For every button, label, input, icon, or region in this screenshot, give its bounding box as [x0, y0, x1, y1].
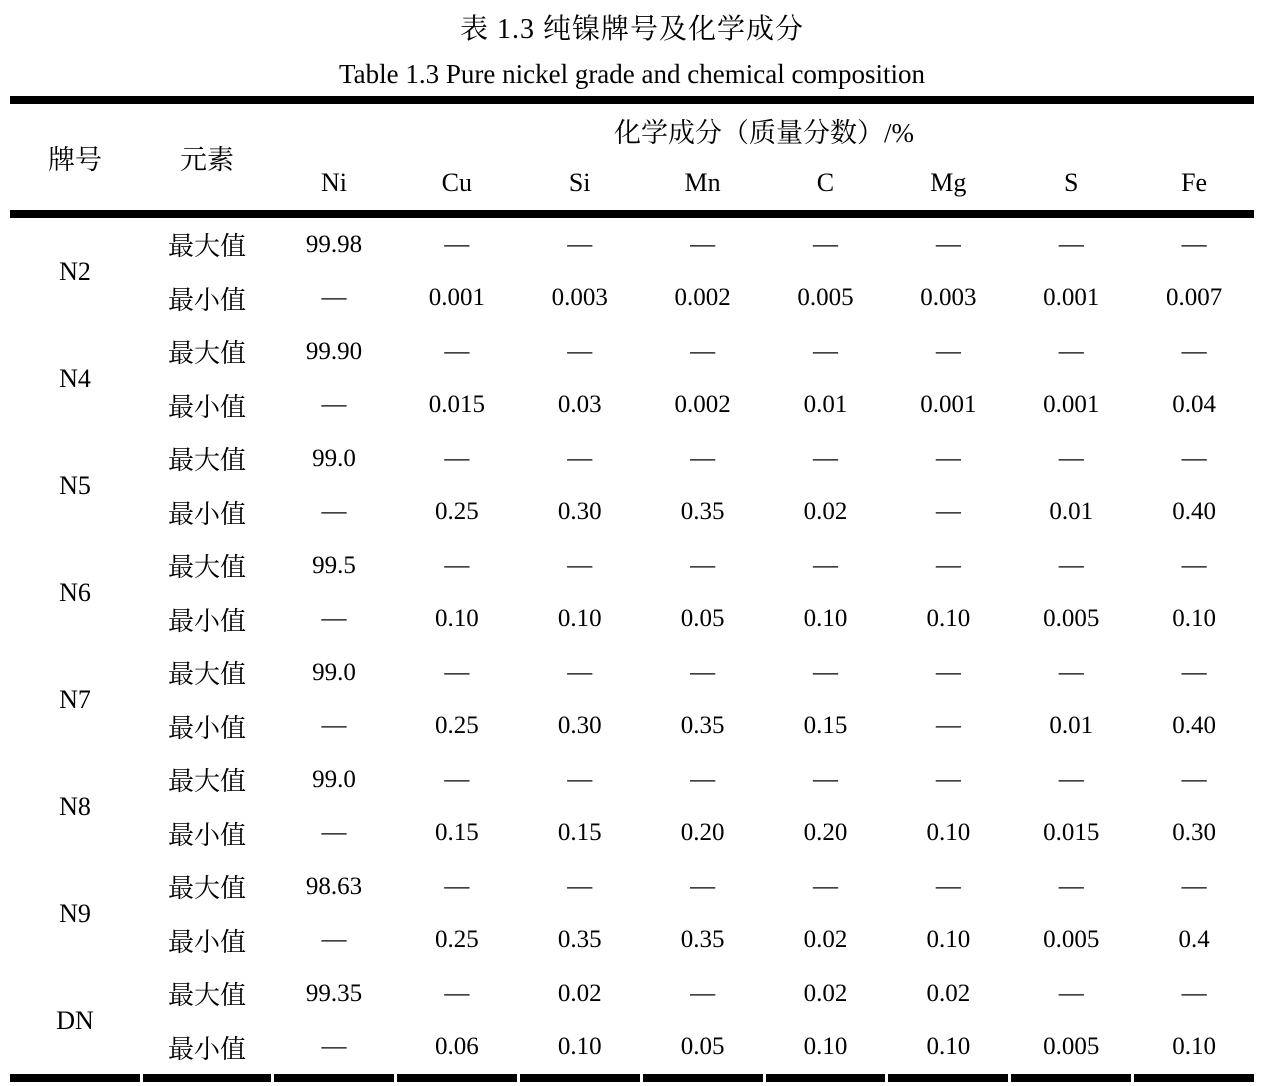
- value-cell: —: [444, 658, 470, 686]
- table-title-zh: 表 1.3 纯镍牌号及化学成分: [459, 14, 804, 45]
- value-cell: 0.01: [803, 391, 848, 419]
- value-cell: —: [812, 337, 838, 365]
- value-cell: 0.02: [803, 926, 848, 954]
- value-cell: —: [690, 658, 716, 686]
- value-cell: 0.02: [803, 979, 848, 1007]
- value-cell: 0.10: [434, 605, 479, 633]
- grade-name-cell: N9: [59, 898, 91, 928]
- value-cell: 0.003: [551, 284, 608, 312]
- value-cell: —: [321, 819, 347, 847]
- value-cell: 99.90: [305, 337, 363, 365]
- table-bottom-rule-segment: [10, 1074, 140, 1082]
- value-cell: 0.10: [1172, 1033, 1216, 1061]
- value-cell: 0.02: [557, 979, 602, 1007]
- value-cell: —: [444, 872, 470, 900]
- value-cell: —: [567, 230, 593, 258]
- value-cell: 99.0: [312, 658, 356, 686]
- header-element-symbol: S: [1063, 168, 1079, 197]
- row-type-label-min: 最小值: [167, 927, 246, 957]
- table-bottom-rule-segment: [1011, 1074, 1131, 1082]
- value-cell: 0.015: [428, 391, 485, 419]
- value-cell: 0.10: [557, 605, 602, 633]
- table-bottom-rule-segment: [397, 1074, 517, 1082]
- value-cell: 0.10: [803, 1033, 848, 1061]
- value-cell: 0.40: [1172, 712, 1216, 740]
- nickel-composition-table: [10, 96, 1254, 1082]
- value-cell: —: [812, 765, 838, 793]
- value-cell: —: [1058, 444, 1084, 472]
- value-cell: 0.35: [680, 926, 725, 954]
- grade-name-cell: N7: [59, 684, 91, 714]
- row-type-label-max: 最大值: [167, 553, 246, 583]
- value-cell: 0.02: [926, 979, 971, 1007]
- value-cell: —: [321, 391, 347, 419]
- value-cell: —: [935, 337, 961, 365]
- row-type-label-max: 最大值: [167, 874, 246, 904]
- grade-name-cell: N8: [59, 791, 91, 821]
- value-cell: —: [935, 658, 961, 686]
- grade-name-cell: DN: [56, 1005, 94, 1035]
- header-element-symbol: Fe: [1181, 168, 1208, 197]
- value-cell: 0.001: [1043, 284, 1100, 312]
- value-cell: 99.35: [305, 979, 363, 1007]
- value-cell: —: [935, 712, 961, 740]
- table-top-rule: [10, 96, 1254, 104]
- value-cell: 0.04: [1172, 391, 1216, 419]
- value-cell: 0.001: [1043, 391, 1100, 419]
- value-cell: 0.40: [1172, 498, 1216, 526]
- value-cell: —: [690, 337, 716, 365]
- value-cell: —: [690, 230, 716, 258]
- value-cell: 0.30: [1172, 819, 1216, 847]
- value-cell: 99.0: [312, 444, 356, 472]
- value-cell: —: [812, 658, 838, 686]
- value-cell: 0.15: [803, 712, 848, 740]
- value-cell: 0.005: [1043, 605, 1100, 633]
- value-cell: —: [935, 872, 961, 900]
- value-cell: —: [1181, 444, 1207, 472]
- value-cell: 0.10: [1172, 605, 1216, 633]
- value-cell: 99.0: [312, 765, 356, 793]
- value-cell: —: [935, 444, 961, 472]
- row-type-label-max: 最大值: [167, 446, 246, 476]
- value-cell: —: [567, 444, 593, 472]
- row-type-label-min: 最小值: [167, 285, 246, 315]
- value-cell: 99.5: [312, 551, 356, 579]
- value-cell: 0.25: [434, 498, 479, 526]
- value-cell: —: [690, 765, 716, 793]
- value-cell: —: [321, 1033, 347, 1061]
- row-type-label-min: 最小值: [167, 713, 246, 743]
- value-cell: —: [1181, 979, 1207, 1007]
- value-cell: —: [1058, 765, 1084, 793]
- value-cell: 0.15: [434, 819, 479, 847]
- table-bottom-rule-segment: [643, 1074, 763, 1082]
- value-cell: —: [444, 765, 470, 793]
- row-type-label-max: 最大值: [167, 981, 246, 1011]
- header-element-symbol: Ni: [320, 168, 347, 197]
- value-cell: 0.001: [428, 284, 485, 312]
- value-cell: —: [1058, 551, 1084, 579]
- value-cell: —: [444, 979, 470, 1007]
- table-header-rule: [10, 210, 1254, 218]
- value-cell: —: [1181, 551, 1207, 579]
- value-cell: —: [444, 444, 470, 472]
- value-cell: 0.30: [557, 712, 602, 740]
- value-cell: —: [690, 872, 716, 900]
- value-cell: —: [935, 230, 961, 258]
- value-cell: —: [812, 872, 838, 900]
- value-cell: 0.10: [803, 605, 848, 633]
- value-cell: 0.25: [434, 712, 479, 740]
- value-cell: 0.15: [557, 819, 602, 847]
- value-cell: 0.002: [674, 284, 731, 312]
- value-cell: 0.35: [680, 712, 725, 740]
- value-cell: 0.005: [1043, 926, 1100, 954]
- table-bottom-rule-segment: [143, 1074, 271, 1082]
- value-cell: —: [690, 979, 716, 1007]
- row-type-label-max: 最大值: [167, 767, 246, 797]
- table-title-en: Table 1.3 Pure nickel grade and chemical composition: [339, 59, 925, 89]
- value-cell: 0.4: [1178, 926, 1210, 954]
- value-cell: —: [1058, 979, 1084, 1007]
- header-element-symbol: Si: [568, 168, 591, 197]
- value-cell: 0.10: [926, 926, 971, 954]
- value-cell: 0.02: [803, 498, 848, 526]
- row-type-label-min: 最小值: [167, 1034, 246, 1064]
- value-cell: 0.01: [1049, 498, 1094, 526]
- header-element-symbol: C: [816, 168, 835, 197]
- value-cell: 0.003: [920, 284, 977, 312]
- value-cell: —: [1058, 658, 1084, 686]
- value-cell: —: [567, 658, 593, 686]
- value-cell: 0.007: [1165, 284, 1223, 312]
- table-bottom-rule-segment: [766, 1074, 886, 1082]
- header-grade: 牌号: [48, 144, 102, 175]
- value-cell: —: [321, 498, 347, 526]
- value-cell: 0.10: [926, 1033, 971, 1061]
- grade-name-cell: N6: [59, 577, 91, 607]
- grade-name-cell: N5: [59, 470, 91, 500]
- value-cell: —: [1181, 230, 1207, 258]
- value-cell: —: [567, 872, 593, 900]
- value-cell: —: [935, 765, 961, 793]
- row-type-label-max: 最大值: [167, 232, 246, 262]
- value-cell: 0.10: [926, 819, 971, 847]
- value-cell: —: [935, 498, 961, 526]
- header-element-symbol: Cu: [441, 168, 472, 197]
- value-cell: —: [935, 551, 961, 579]
- value-cell: 0.10: [557, 1033, 602, 1061]
- row-type-label-min: 最小值: [167, 820, 246, 850]
- value-cell: —: [321, 605, 347, 633]
- value-cell: 0.015: [1043, 819, 1100, 847]
- value-cell: —: [1181, 872, 1207, 900]
- value-cell: —: [1058, 872, 1084, 900]
- header-element: 元素: [180, 144, 234, 175]
- value-cell: 0.20: [803, 819, 848, 847]
- value-cell: 0.005: [797, 284, 854, 312]
- value-cell: —: [1058, 337, 1084, 365]
- value-cell: —: [812, 230, 838, 258]
- value-cell: —: [321, 712, 347, 740]
- value-cell: —: [321, 284, 347, 312]
- value-cell: 0.25: [434, 926, 479, 954]
- value-cell: 0.06: [434, 1033, 479, 1061]
- table-wrap: [0, 96, 1264, 1082]
- value-cell: —: [1181, 658, 1207, 686]
- row-type-label-min: 最小值: [167, 392, 246, 422]
- grade-name-cell: N4: [59, 363, 91, 393]
- row-type-label-max: 最大值: [167, 339, 246, 369]
- value-cell: —: [567, 765, 593, 793]
- value-cell: —: [690, 551, 716, 579]
- value-cell: —: [444, 230, 470, 258]
- row-type-label-min: 最小值: [167, 606, 246, 636]
- value-cell: 0.05: [680, 1033, 725, 1061]
- table-bottom-rule-segment: [520, 1074, 640, 1082]
- value-cell: 0.005: [1043, 1033, 1100, 1061]
- table-bottom-rule-segment: [1134, 1074, 1254, 1082]
- value-cell: 0.35: [680, 498, 725, 526]
- grade-name-cell: N2: [59, 256, 91, 286]
- table-bottom-rule-segment: [888, 1074, 1008, 1082]
- value-cell: 0.20: [680, 819, 725, 847]
- value-cell: 0.03: [557, 391, 602, 419]
- table-bottom-rule-segment: [274, 1074, 394, 1082]
- value-cell: —: [1181, 337, 1207, 365]
- value-cell: —: [812, 551, 838, 579]
- value-cell: 98.63: [305, 872, 363, 900]
- header-element-symbol: Mg: [930, 168, 967, 197]
- value-cell: 0.10: [926, 605, 971, 633]
- value-cell: —: [567, 337, 593, 365]
- table-titles: [0, 0, 1264, 96]
- value-cell: 0.001: [920, 391, 977, 419]
- value-cell: 0.01: [1049, 712, 1094, 740]
- value-cell: —: [444, 551, 470, 579]
- row-type-label-max: 最大值: [167, 660, 246, 690]
- header-element-symbol: Mn: [684, 168, 721, 197]
- value-cell: 0.30: [557, 498, 602, 526]
- header-composition: 化学成分（质量分数）/%: [614, 117, 914, 148]
- value-cell: —: [690, 444, 716, 472]
- value-cell: —: [1181, 765, 1207, 793]
- value-cell: 99.98: [305, 230, 363, 258]
- value-cell: —: [321, 926, 347, 954]
- value-cell: —: [812, 444, 838, 472]
- value-cell: 0.35: [557, 926, 602, 954]
- value-cell: 0.002: [674, 391, 731, 419]
- value-cell: —: [567, 551, 593, 579]
- value-cell: —: [1058, 230, 1084, 258]
- row-type-label-min: 最小值: [167, 499, 246, 529]
- value-cell: —: [444, 337, 470, 365]
- value-cell: 0.05: [680, 605, 725, 633]
